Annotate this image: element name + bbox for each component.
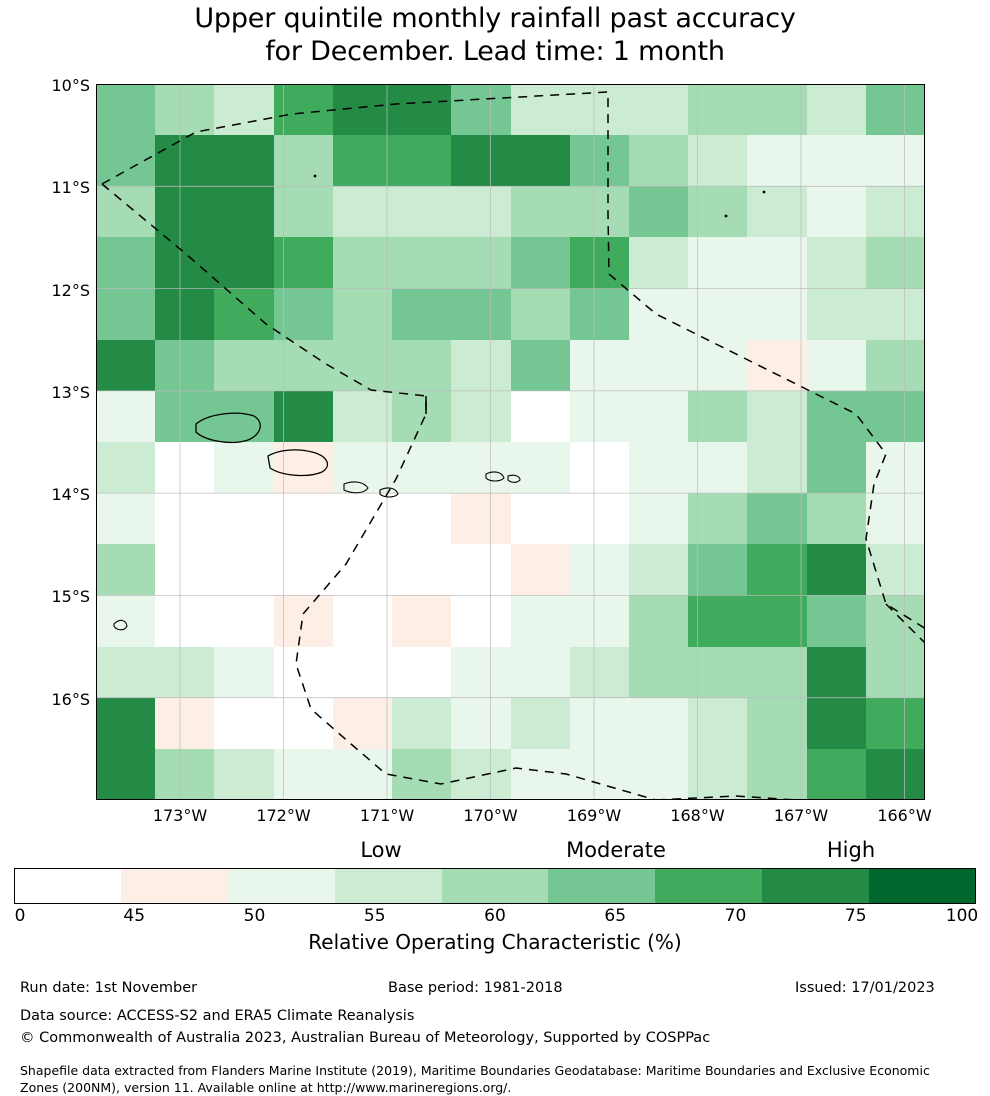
footer-run-date: Run date: 1st November bbox=[20, 980, 198, 996]
heatmap-cell bbox=[392, 340, 451, 391]
heatmap-cell bbox=[866, 595, 925, 646]
heatmap-cell bbox=[747, 749, 806, 800]
heatmap-cell bbox=[274, 647, 333, 698]
heatmap-cell bbox=[866, 749, 925, 800]
heatmap-cell bbox=[333, 391, 392, 442]
heatmap-cell bbox=[866, 84, 925, 135]
heatmap-cell bbox=[629, 84, 688, 135]
colorbar-tick-label: 50 bbox=[243, 906, 266, 926]
heatmap-cell bbox=[688, 647, 747, 698]
heatmap-cell bbox=[866, 135, 925, 186]
heatmap-cell bbox=[511, 442, 570, 493]
heatmap-cell bbox=[392, 493, 451, 544]
footer-copyright: © Commonwealth of Australia 2023, Australian Bureau of Meteorology, Supported by COSPPac bbox=[20, 1030, 711, 1046]
heatmap-cell bbox=[333, 493, 392, 544]
heatmap-cell bbox=[274, 595, 333, 646]
heatmap-cell bbox=[274, 186, 333, 237]
heatmap-cell bbox=[807, 135, 866, 186]
y-tick-label: 16°S bbox=[51, 689, 90, 709]
heatmap-cell bbox=[155, 544, 214, 595]
heatmap-cell bbox=[392, 442, 451, 493]
heatmap-cell bbox=[96, 749, 155, 800]
heatmap-cell bbox=[866, 698, 925, 749]
heatmap-cell bbox=[807, 289, 866, 340]
heatmap-cell bbox=[96, 340, 155, 391]
heatmap-cell bbox=[96, 442, 155, 493]
heatmap-cell bbox=[807, 442, 866, 493]
heatmap-cell bbox=[866, 186, 925, 237]
heatmap-cell bbox=[747, 237, 806, 288]
heatmap-cell bbox=[807, 84, 866, 135]
heatmap-cell bbox=[392, 289, 451, 340]
heatmap-cell bbox=[333, 647, 392, 698]
heatmap-cell bbox=[570, 544, 629, 595]
heatmap-cell bbox=[688, 84, 747, 135]
y-tick-label: 15°S bbox=[51, 587, 90, 607]
heatmap-cell bbox=[214, 442, 273, 493]
heatmap-cell bbox=[96, 84, 155, 135]
colorbar-swatch bbox=[655, 868, 762, 904]
x-axis-ticks bbox=[96, 806, 932, 830]
heatmap-cell bbox=[451, 237, 510, 288]
heatmap-cell bbox=[807, 749, 866, 800]
heatmap-cell bbox=[747, 442, 806, 493]
heatmap-cell bbox=[451, 647, 510, 698]
colorbar-tick-label: 55 bbox=[363, 906, 386, 926]
page-title bbox=[0, 2, 990, 68]
colorbar-tick-label: 75 bbox=[844, 906, 867, 926]
heatmap-cell bbox=[629, 749, 688, 800]
heatmap-cell bbox=[511, 237, 570, 288]
heatmap-cell bbox=[511, 391, 570, 442]
heatmap-cell bbox=[688, 442, 747, 493]
heatmap-cell bbox=[807, 237, 866, 288]
x-tick-label: 167°W bbox=[773, 806, 829, 825]
heatmap-cell bbox=[333, 340, 392, 391]
heatmap-cell bbox=[96, 647, 155, 698]
colorbar-swatch bbox=[121, 868, 228, 904]
heatmap-cell bbox=[629, 442, 688, 493]
heatmap-cell bbox=[274, 289, 333, 340]
footer-base-period: Base period: 1981-2018 bbox=[388, 980, 563, 996]
heatmap-cell bbox=[96, 544, 155, 595]
heatmap-cell bbox=[155, 595, 214, 646]
heatmap-cell bbox=[807, 595, 866, 646]
colorbar-tick-label: 65 bbox=[604, 906, 627, 926]
heatmap-cell bbox=[629, 186, 688, 237]
heatmap-cell bbox=[96, 289, 155, 340]
heatmap-cell bbox=[155, 186, 214, 237]
heatmap-cell bbox=[747, 391, 806, 442]
colorbar-tick-label: 70 bbox=[724, 906, 747, 926]
heatmap-cell bbox=[155, 698, 214, 749]
footer-data-source: Data source: ACCESS-S2 and ERA5 Climate Reanalysis bbox=[20, 1008, 415, 1024]
heatmap-cell bbox=[155, 442, 214, 493]
heatmap-cell bbox=[688, 698, 747, 749]
heatmap-cell bbox=[451, 698, 510, 749]
heatmap-cell bbox=[333, 237, 392, 288]
heatmap-cell bbox=[214, 493, 273, 544]
heatmap-cell bbox=[214, 186, 273, 237]
colorbar-category-labels bbox=[96, 838, 925, 866]
heatmap-cell bbox=[392, 698, 451, 749]
heatmap-cell bbox=[688, 237, 747, 288]
heatmap-cell bbox=[155, 237, 214, 288]
heatmap-cell bbox=[155, 493, 214, 544]
heatmap-cell bbox=[333, 698, 392, 749]
heatmap-cell bbox=[747, 186, 806, 237]
heatmap-cell bbox=[333, 544, 392, 595]
heatmap-cell bbox=[570, 442, 629, 493]
heatmap-cell bbox=[570, 493, 629, 544]
colorbar-swatch bbox=[228, 868, 335, 904]
heatmap-cell bbox=[807, 186, 866, 237]
heatmap-cell bbox=[511, 186, 570, 237]
heatmap-cell bbox=[570, 186, 629, 237]
heatmap-cell bbox=[333, 84, 392, 135]
x-tick-label: 171°W bbox=[359, 806, 415, 825]
heatmap-cell bbox=[688, 289, 747, 340]
heatmap-cell bbox=[274, 237, 333, 288]
colorbar-ticks bbox=[0, 906, 990, 928]
colorbar-axis-label: Relative Operating Characteristic (%) bbox=[308, 930, 682, 954]
heatmap-cell bbox=[570, 698, 629, 749]
heatmap-cell bbox=[155, 749, 214, 800]
heatmap-cell bbox=[392, 237, 451, 288]
colorbar-swatch bbox=[762, 868, 869, 904]
colorbar-swatch bbox=[442, 868, 549, 904]
heatmap-cell bbox=[214, 289, 273, 340]
heatmap-cell bbox=[807, 698, 866, 749]
heatmap-cell bbox=[807, 391, 866, 442]
heatmap-cell bbox=[511, 340, 570, 391]
heatmap-cell bbox=[392, 135, 451, 186]
heatmap-cells bbox=[96, 84, 925, 800]
heatmap-cell bbox=[570, 595, 629, 646]
heatmap-cell bbox=[392, 595, 451, 646]
heatmap-cell bbox=[451, 749, 510, 800]
heatmap-cell bbox=[96, 237, 155, 288]
heatmap-cell bbox=[214, 647, 273, 698]
heatmap-cell bbox=[511, 84, 570, 135]
heatmap-cell bbox=[214, 749, 273, 800]
heatmap-cell bbox=[866, 544, 925, 595]
heatmap-cell bbox=[451, 391, 510, 442]
heatmap-cell bbox=[451, 186, 510, 237]
heatmap-cell bbox=[570, 647, 629, 698]
colorbar-swatch bbox=[335, 868, 442, 904]
heatmap-cell bbox=[866, 340, 925, 391]
heatmap-cell bbox=[866, 289, 925, 340]
heatmap-cell bbox=[155, 391, 214, 442]
heatmap-cell bbox=[807, 493, 866, 544]
heatmap-cell bbox=[155, 340, 214, 391]
heatmap-cell bbox=[511, 544, 570, 595]
heatmap-cell bbox=[747, 493, 806, 544]
heatmap-cell bbox=[392, 186, 451, 237]
heatmap-cell bbox=[451, 135, 510, 186]
heatmap-cell bbox=[747, 544, 806, 595]
heatmap-cell bbox=[333, 289, 392, 340]
heatmap-cell bbox=[451, 493, 510, 544]
heatmap-cell bbox=[629, 647, 688, 698]
heatmap-cell bbox=[274, 749, 333, 800]
heatmap-cell bbox=[688, 749, 747, 800]
heatmap-cell bbox=[214, 544, 273, 595]
heatmap-cell bbox=[866, 442, 925, 493]
heatmap-cell bbox=[511, 493, 570, 544]
title-line-1: Upper quintile monthly rainfall past accuracy bbox=[194, 3, 796, 34]
heatmap-cell bbox=[866, 237, 925, 288]
heatmap-cell bbox=[807, 340, 866, 391]
heatmap-cell bbox=[392, 647, 451, 698]
heatmap-cell bbox=[274, 84, 333, 135]
heatmap-cell bbox=[570, 391, 629, 442]
heatmap-cell bbox=[274, 340, 333, 391]
heatmap-cell bbox=[570, 237, 629, 288]
heatmap-cell bbox=[96, 135, 155, 186]
heatmap-cell bbox=[511, 647, 570, 698]
y-tick-label: 12°S bbox=[51, 280, 90, 300]
heatmap-cell bbox=[451, 442, 510, 493]
heatmap-cell bbox=[274, 698, 333, 749]
heatmap-cell bbox=[688, 391, 747, 442]
x-tick-label: 173°W bbox=[152, 806, 208, 825]
heatmap-cell bbox=[511, 289, 570, 340]
heatmap-cell bbox=[451, 595, 510, 646]
colorbar-tick-label: 0 bbox=[14, 906, 26, 926]
heatmap-cell bbox=[214, 84, 273, 135]
heatmap-cell bbox=[155, 289, 214, 340]
heatmap-cell bbox=[333, 595, 392, 646]
heatmap-cell bbox=[807, 647, 866, 698]
y-tick-label: 13°S bbox=[51, 382, 90, 402]
heatmap-cell bbox=[866, 493, 925, 544]
heatmap-cell bbox=[333, 749, 392, 800]
heatmap-cell bbox=[629, 493, 688, 544]
heatmap-cell bbox=[511, 135, 570, 186]
heatmap-cell bbox=[96, 595, 155, 646]
heatmap-cell bbox=[511, 749, 570, 800]
heatmap-cell bbox=[155, 135, 214, 186]
heatmap-cell bbox=[747, 340, 806, 391]
heatmap-cell bbox=[747, 135, 806, 186]
heatmap-cell bbox=[155, 647, 214, 698]
heatmap-cell bbox=[688, 340, 747, 391]
x-tick-label: 166°W bbox=[877, 806, 932, 825]
x-tick-label: 169°W bbox=[566, 806, 622, 825]
heatmap-cell bbox=[96, 493, 155, 544]
x-tick-label: 172°W bbox=[256, 806, 311, 825]
heatmap-cell bbox=[214, 698, 273, 749]
colorbar-swatches bbox=[14, 868, 976, 904]
heatmap-cell bbox=[629, 237, 688, 288]
heatmap-cell bbox=[688, 135, 747, 186]
heatmap-cell bbox=[866, 391, 925, 442]
heatmap-cell bbox=[629, 135, 688, 186]
heatmap-cell bbox=[274, 493, 333, 544]
heatmap-cell bbox=[807, 544, 866, 595]
colorbar-category-moderate: Moderate bbox=[566, 838, 666, 862]
heatmap-cell bbox=[214, 391, 273, 442]
heatmap-cell bbox=[629, 391, 688, 442]
x-tick-label: 168°W bbox=[670, 806, 725, 825]
heatmap-cell bbox=[570, 749, 629, 800]
colorbar-category-low: Low bbox=[360, 838, 402, 862]
heatmap-cell bbox=[274, 391, 333, 442]
heatmap-cell bbox=[274, 442, 333, 493]
heatmap-cell bbox=[747, 698, 806, 749]
heatmap-cell bbox=[570, 135, 629, 186]
heatmap-cell bbox=[629, 544, 688, 595]
heatmap-cell bbox=[392, 749, 451, 800]
heatmap-cell bbox=[214, 340, 273, 391]
title-line-2: for December. Lead time: 1 month bbox=[265, 36, 725, 67]
heatmap-cell bbox=[511, 698, 570, 749]
heatmap-cell bbox=[688, 186, 747, 237]
heatmap-cell bbox=[688, 595, 747, 646]
heatmap-cell bbox=[155, 84, 214, 135]
colorbar-swatch bbox=[548, 868, 655, 904]
heatmap-cell bbox=[274, 544, 333, 595]
heatmap-cell bbox=[96, 186, 155, 237]
heatmap-cell bbox=[214, 135, 273, 186]
heatmap-cell bbox=[629, 698, 688, 749]
heatmap-cell bbox=[96, 391, 155, 442]
heatmap-cell bbox=[214, 237, 273, 288]
colorbar-tick-label: 100 bbox=[945, 906, 979, 926]
heatmap-cell bbox=[747, 84, 806, 135]
heatmap-cell bbox=[629, 340, 688, 391]
heatmap-cell bbox=[392, 84, 451, 135]
heatmap-cell bbox=[688, 544, 747, 595]
heatmap-cell bbox=[392, 391, 451, 442]
heatmap-cell bbox=[392, 544, 451, 595]
heatmap-cell bbox=[747, 647, 806, 698]
heatmap-cell bbox=[629, 289, 688, 340]
heatmap-cell bbox=[511, 595, 570, 646]
heatmap-cell bbox=[96, 698, 155, 749]
heatmap-cell bbox=[688, 493, 747, 544]
heatmap-cell bbox=[629, 595, 688, 646]
heatmap-cell bbox=[866, 647, 925, 698]
heatmap-cell bbox=[747, 595, 806, 646]
y-tick-label: 14°S bbox=[51, 485, 90, 505]
heatmap-cell bbox=[451, 289, 510, 340]
footer-shapefile-note: Shapefile data extracted from Flanders Marine Institute (2019), Maritime Boundaries Geodatabase: Maritime Boundaries and Exclusive Economic Zones (200NM), version 11. Available online at http://www.marineregions.org/. bbox=[20, 1063, 930, 1095]
heatmap-cell bbox=[451, 340, 510, 391]
colorbar-swatch bbox=[869, 868, 976, 904]
heatmap-cell bbox=[333, 135, 392, 186]
colorbar-tick-label: 45 bbox=[123, 906, 146, 926]
y-tick-label: 10°S bbox=[51, 76, 90, 95]
y-tick-label: 11°S bbox=[51, 178, 90, 198]
heatmap-cell bbox=[214, 595, 273, 646]
heatmap-cell bbox=[451, 544, 510, 595]
heatmap-cell bbox=[570, 84, 629, 135]
footer-issued-date: Issued: 17/01/2023 bbox=[795, 980, 935, 996]
heatmap-cell bbox=[570, 289, 629, 340]
colorbar-swatch bbox=[14, 868, 121, 904]
heatmap-cell bbox=[333, 442, 392, 493]
x-tick-label: 170°W bbox=[463, 806, 518, 825]
heatmap-cell bbox=[570, 340, 629, 391]
heatmap-cell bbox=[451, 84, 510, 135]
heatmap-cell bbox=[274, 135, 333, 186]
heatmap-plot bbox=[96, 84, 925, 800]
colorbar-category-high: High bbox=[826, 838, 876, 862]
heatmap-cell bbox=[333, 186, 392, 237]
colorbar-tick-label: 60 bbox=[484, 906, 506, 926]
y-axis-ticks bbox=[0, 76, 90, 800]
heatmap-cell bbox=[747, 289, 806, 340]
